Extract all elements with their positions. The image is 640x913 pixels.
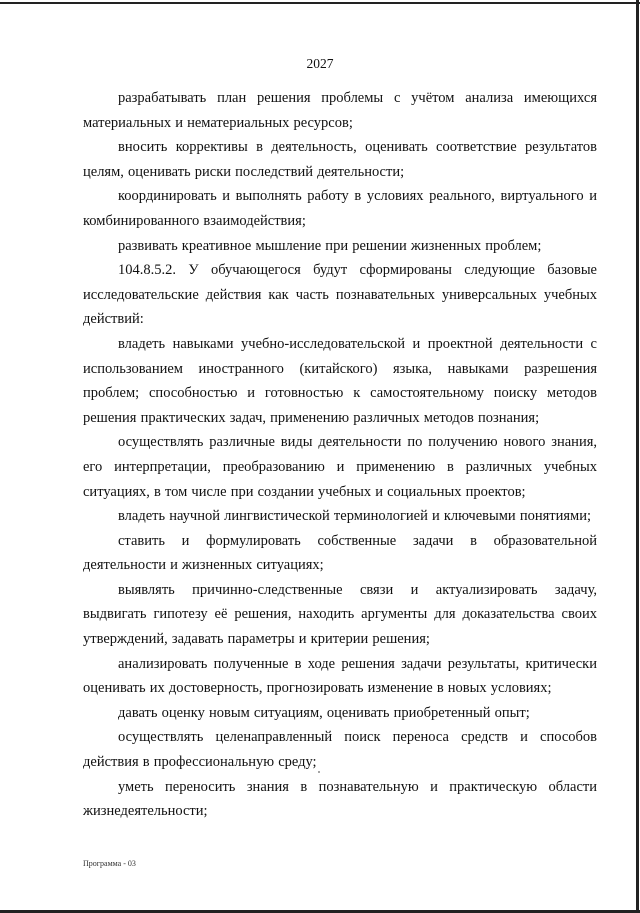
paragraph: осуществлять целенаправленный поиск переноса средств и способов действия в профессиональную среду; xyxy=(83,729,597,771)
scan-border-right xyxy=(636,0,639,913)
paragraph: разрабатывать план решения проблемы с учётом анализа имеющихся материальных и нематериальных ресурсов; xyxy=(83,90,597,131)
paragraph: развивать креативное мышление при решении жизненных проблем; xyxy=(118,237,542,254)
footer-note: Программа - 03 xyxy=(83,859,136,868)
paragraph: владеть навыками учебно-исследовательской и проектной деятельности с использованием иностранного (китайского) языка, навыками разрешения проблем; способностью и готовностью к самостоятельному поиску методов решения практических задач, применению различных методов познания; xyxy=(83,335,597,426)
paragraph: давать оценку новым ситуациям, оценивать приобретенный опыт; xyxy=(118,704,530,721)
paragraph: анализировать полученные в ходе решения задачи результаты, критически оценивать их достоверность, прогнозировать изменение в новых условиях; xyxy=(83,655,597,697)
page-number: 2027 xyxy=(306,56,334,71)
paragraph: 104.8.5.2. У обучающегося будут сформированы следующие базовые исследовательские действия как часть познавательных универсальных учебных действий: xyxy=(83,262,597,328)
document-body xyxy=(83,86,597,824)
paragraph: ставить и формулировать собственные задачи в образовательной деятельности и жизненных ситуациях; xyxy=(83,532,597,574)
paragraph: выявлять причинно-следственные связи и актуализировать задачу, выдвигать гипотезу её решения, находить аргументы для доказательства своих утверждений, задавать параметры и критерии решения; xyxy=(83,581,597,648)
scan-speck xyxy=(318,771,320,773)
paragraph: владеть научной лингвистической терминологией и ключевыми понятиями; xyxy=(118,508,591,525)
paragraph: уметь переносить знания в познавательную и практическую области жизнедеятельности; xyxy=(83,778,597,820)
paragraph: осуществлять различные виды деятельности по получению нового знания, его интерпретации, преобразованию и применению в различных учебных ситуациях, в том числе при создании учебных и социальных проектов; xyxy=(83,434,597,500)
scan-border-top xyxy=(0,2,640,4)
paragraph: координировать и выполнять работу в условиях реального, виртуального и комбинированного взаимодействия; xyxy=(83,188,597,229)
paragraph: вносить коррективы в деятельность, оценивать соответствие результатов целям, оценивать риски последствий деятельности; xyxy=(83,139,597,180)
